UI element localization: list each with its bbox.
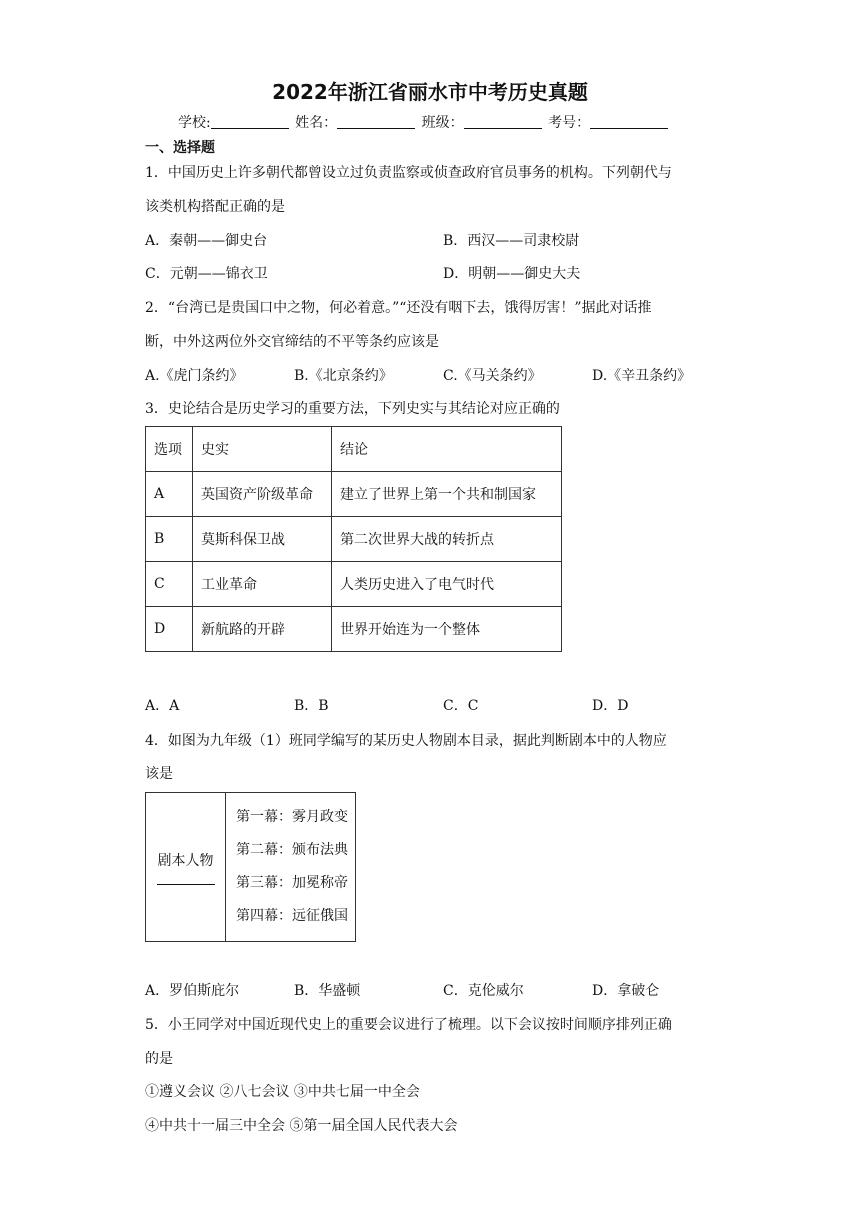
act-item: 第二幕：颁布法典 [236,842,348,858]
role-cell [146,793,226,942]
table-cell: 人类历史进入了电气时代 [332,562,562,607]
table-cell: 建立了世界上第一个共和制国家 [332,472,562,517]
act-item: 第三幕：加冕称帝 [236,875,348,891]
q3-option-d: D．D [592,698,629,714]
table-cell: 莫斯科保卫战 [193,517,332,562]
q2-stem-line-1: 2．“台湾已是贵国口中之物，何必着意。”“还没有咽下去，饿得厉害！”据此对话推 [145,300,652,316]
q1-option-c: C．元朝——锦衣卫 [145,266,268,282]
table-cell: C [146,562,193,607]
q5-stem-line-1: 5．小王同学对中国近现代史上的重要会议进行了梳理。以下会议按时间顺序排列正确 [145,1017,672,1033]
q3-table [145,426,562,652]
info-label-class: 班级： [421,115,464,131]
q5-items-line-1: ①遵义会议 ②八七会议 ③中共七届一中全会 [145,1084,420,1100]
role-label: 剧本人物 [157,852,214,869]
class-blank[interactable] [464,114,542,129]
table-cell: B [146,517,193,562]
table-cell: D [146,607,193,652]
q5-items-line-2: ④中共十一届三中全会 ⑤第一届全国人民代表大会 [145,1118,458,1134]
q2-option-c: C.《马关条约》 [443,368,542,384]
q5-stem-line-2: 的是 [145,1051,173,1067]
q4-stem-line-1: 4．如图为九年级（1）班同学编写的某历史人物剧本目录，据此判断剧本中的人物应 [145,733,667,749]
q4-option-a: A．罗伯斯庇尔 [145,983,240,999]
table-row [146,517,562,562]
table-cell: 工业革命 [193,562,332,607]
q1-stem-line-1: 1．中国历史上许多朝代都曾设立过负责监察或侦查政府官员事务的机构。下列朝代与 [145,165,672,181]
q4-option-c: C．克伦威尔 [443,983,524,999]
name-blank[interactable] [337,114,415,129]
role-blank [157,884,215,885]
q1-option-b: B．西汉——司隶校尉 [443,233,580,249]
table-row [146,472,562,517]
exam-no-blank[interactable] [590,114,668,129]
table-cell: 新航路的开辟 [193,607,332,652]
table-header-cell: 结论 [332,427,562,472]
table-row [146,562,562,607]
info-label-school: 学校: [178,115,211,131]
q3-option-a: A．A [145,698,180,714]
act-item: 第一幕：雾月政变 [236,809,348,825]
q4-stem-line-2: 该是 [145,766,173,782]
table-cell: A [146,472,193,517]
q2-stem-line-2: 断，中外这两位外交官缔结的不平等条约应该是 [145,334,439,350]
page-title: 2022年浙江省丽水市中考历史真题 [272,80,588,104]
acts-cell [226,793,356,942]
info-label-exam-no: 考号： [548,115,591,131]
q4-option-b: B．华盛顿 [294,983,361,999]
q2-option-d: D.《辛丑条约》 [592,368,692,384]
table-header-cell: 史实 [193,427,332,472]
q3-option-b: B．B [294,698,329,714]
info-label-name: 姓名： [295,115,338,131]
q2-option-a: A.《虎门条约》 [145,368,244,384]
q1-option-a: A．秦朝——御史台 [145,233,268,249]
table-cell: 英国资产阶级革命 [193,472,332,517]
school-blank[interactable] [211,114,289,129]
table-cell: 第二次世界大战的转折点 [332,517,562,562]
q3-option-c: C．C [443,698,479,714]
table-cell: 世界开始连为一个整体 [332,607,562,652]
student-info-line [178,112,670,132]
table-header-row [146,427,562,472]
section-heading: 一、选择题 [145,140,215,156]
q1-stem-line-2: 该类机构搭配正确的是 [145,199,285,215]
q4-option-d: D．拿破仑 [592,983,660,999]
q3-stem-line-1: 3．史论结合是历史学习的重要方法，下列史实与其结论对应正确的 [145,401,560,417]
q1-option-d: D．明朝——御史大夫 [443,266,581,282]
q2-option-b: B.《北京条约》 [294,368,393,384]
act-item: 第四幕：远征俄国 [236,908,348,924]
table-row [146,607,562,652]
table-header-cell: 选项 [146,427,193,472]
q4-script-table [145,792,356,942]
